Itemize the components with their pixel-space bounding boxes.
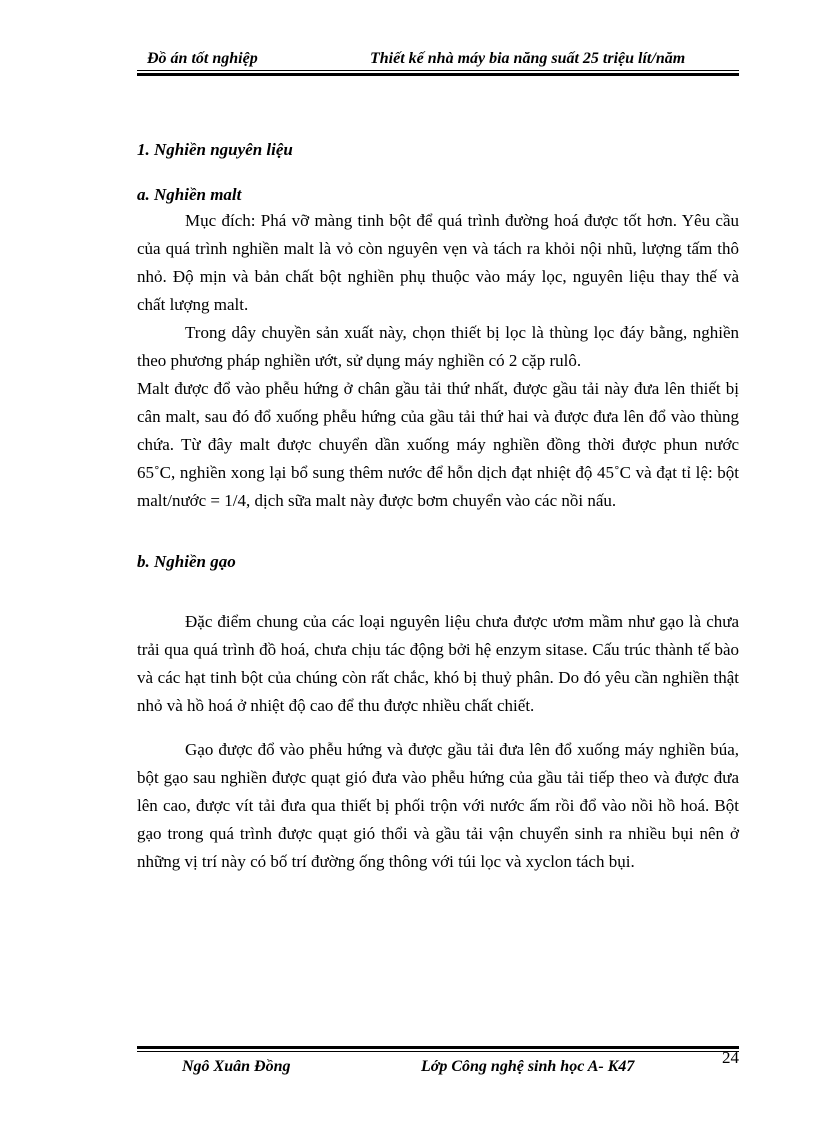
header-rule-thick bbox=[137, 73, 739, 76]
footer-author: Ngô Xuân Đồng bbox=[182, 1058, 291, 1075]
section-heading-1: 1. Nghiền nguyên liệu bbox=[137, 140, 293, 159]
paragraph-b2: Gạo được đổ vào phễu hứng và được gầu tải đưa lên đổ xuống máy nghiền búa, bột gạo sau nghiền được quạt gió đưa vào phễu hứng của gầu tải tiếp theo và được đưa lên cao, được vít tải đưa qua thiết bị phối trộn với nước ấm rồi đổ vào nồi hồ hoá. Bột gạo trong quá trình được quạt gió thổi và gầu tải vận chuyển sinh ra nhiều bụi nên ở những vị trí này có bố trí đường ống thông với túi lọc và xyclon tách bụi. bbox=[137, 740, 739, 871]
page-number: 24 bbox=[722, 1048, 739, 1067]
footer-class: Lớp Công nghệ sinh học A- K47 bbox=[421, 1058, 635, 1075]
page-header bbox=[137, 50, 739, 80]
header-left-title: Đồ án tốt nghiệp bbox=[147, 50, 258, 67]
header-rule-thin bbox=[137, 70, 739, 71]
paragraph-b1: Đặc điểm chung của các loại nguyên liệu chưa được ươm mầm như gạo là chưa trải qua quá trình đồ hoá, chưa chịu tác động bởi hệ enzym sitase. Cấu trúc thành tế bào và các hạt tinh bột của chúng còn rất chắc, khó bị thuỷ phân. Do đó yêu cần nghiền thật nhỏ và hồ hoá ở nhiệt độ cao để thu được nhiều chất chiết. bbox=[137, 612, 739, 715]
paragraph-a1: Mục đích: Phá vỡ màng tinh bột để quá trình đường hoá được tốt hơn. Yêu cầu của quá trình nghiền malt là vỏ còn nguyên vẹn và tách ra khỏi nội nhũ, lượng tấm thô nhỏ. Độ mịn và bản chất bột nghiền phụ thuộc vào máy lọc, nguyên liệu thay thế và chất lượng malt. bbox=[137, 211, 739, 314]
footer-rule-thin bbox=[137, 1051, 739, 1052]
footer-rule-thick bbox=[137, 1046, 739, 1049]
subsection-heading-b: b. Nghiền gạo bbox=[137, 552, 236, 571]
paragraph-a3: Malt được đổ vào phễu hứng ở chân gầu tải thứ nhất, được gầu tải này đưa lên thiết bị cân malt, sau đó đổ xuống phễu hứng của gầu tải thứ hai và được đưa lên đổ vào thùng chứa. Từ đây malt được chuyển dần xuống máy nghiền đồng thời được phun nước 65˚C, nghiền xong lại bổ sung thêm nước để hỗn dịch đạt nhiệt độ 45˚C và đạt tỉ lệ: bột malt/nước = 1/4, dịch sữa malt này được bơm chuyển vào các nồi nấu. bbox=[137, 379, 739, 510]
page-footer bbox=[137, 1046, 739, 1086]
subsection-heading-a: a. Nghiền malt bbox=[137, 185, 242, 204]
header-right-title: Thiết kế nhà máy bia năng suất 25 triệu lít/năm bbox=[370, 50, 686, 67]
paragraph-a2: Trong dây chuyền sản xuất này, chọn thiết bị lọc là thùng lọc đáy bằng, nghiền theo phương pháp nghiền ướt, sử dụng máy nghiền có 2 cặp rulô. bbox=[137, 323, 739, 370]
